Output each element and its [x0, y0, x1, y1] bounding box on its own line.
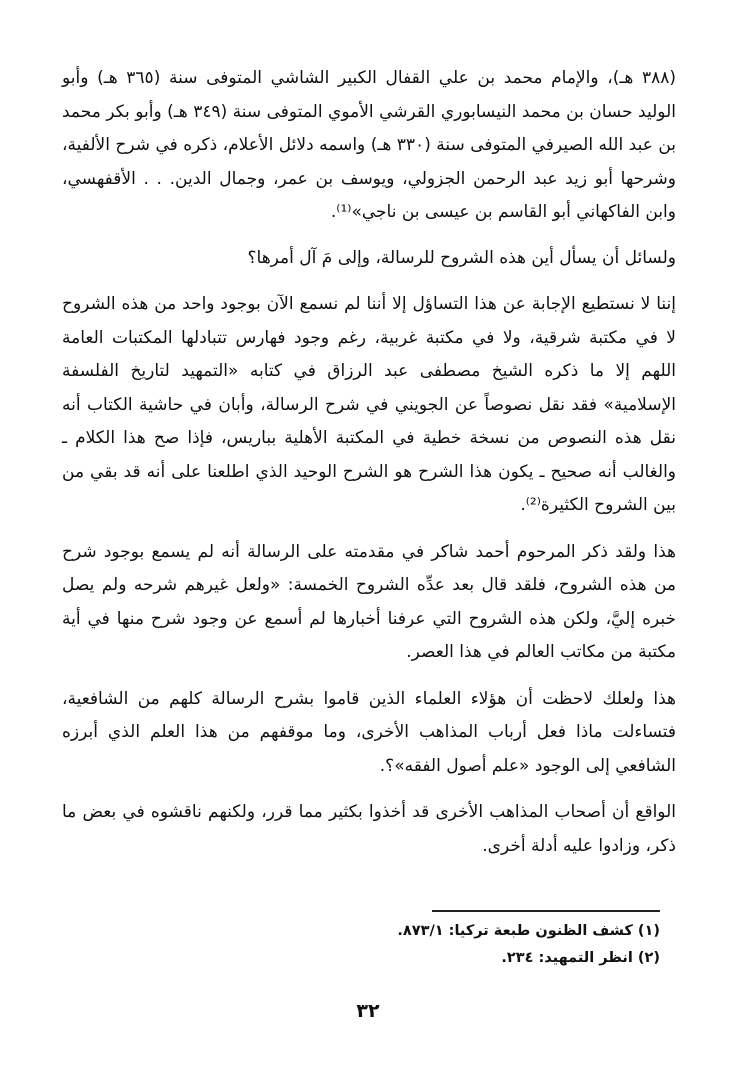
paragraph-2: ولسائل أن يسأل أين هذه الشروح للرسالة، وإلى مَ آل أمرها؟	[247, 247, 676, 268]
page-body	[62, 62, 676, 876]
paragraph-6: الواقع أن أصحاب المذاهب الأخرى قد أخذوا بكثير مما قرر، ولكنهم ناقشوه في بعض ما ذكر، وزادوا عليه أدلة أخرى.	[62, 802, 676, 856]
page-number: ٣٢	[356, 1000, 380, 1022]
footnote-1: (١) كشف الظنون طبعة تركيا: ٨٧٣/١.	[397, 923, 660, 939]
paragraph-3: إننا لا نستطيع الإجابة عن هذا التساؤل إلا أننا لم نسمع الآن بوجود واحد من هذه الشروح لا في مكتبة شرقية، ولا في مكتبة غربية، رغم وجود فهارس تتبادلها المكتبات العامة اللهم إلا ما ذكره الشيخ مصطفى عبد الرزاق في كتابه «التمهيد لتاريخ الفلسفة الإسلامية» فقد نقل نصوصاً عن الجويني في شرح الرسالة، وأبان في حاشية الكتاب أنه نقل هذه النصوص من نسخة خطية في المكتبة الأهلية بباريس، فإذا صح هذا الكلام ـ والغالب أنه صحيح ـ يكون هذا الشرح هو الشرح الوحيد الذي اطلعنا على أنه قد بقي من بين الشروح الكثيرة⁽²⁾.	[62, 294, 676, 515]
footnote-divider	[432, 910, 660, 912]
paragraph-1: (٣٨٨ هـ)، والإمام محمد بن علي القفال الكبير الشاشي المتوفى سنة (٣٦٥ هـ) وأبو الوليد حسان بن محمد النيسابوري القرشي الأموي المتوفى سنة (٣٤٩ هـ) وأبو بكر محمد بن عبد الله الصيرفي المتوفى سنة (٣٣٠ هـ) واسمه دلائل الأعلام، ذكره في شرح الألفية، وشرحها أبو زيد عبد الرحمن الجزولي، ويوسف بن عمر، وجمال الدين. . . الأقفهسي، وابن الفاكهاني أبو القاسم بن عيسى بن ناجي»⁽¹⁾.	[62, 68, 676, 222]
paragraph-5: هذا ولعلك لاحظت أن هؤلاء العلماء الذين قاموا بشرح الرسالة كلهم من الشافعية، فتساءلت ماذا فعل أرباب المذاهب الأخرى، وما موقفهم من هذا العلم الذي أبرزه الشافعي إلى الوجود «علم أصول الفقه»؟.	[62, 688, 676, 776]
footnote-2: (٢) انظر التمهيد: ٢٣٤.	[501, 950, 660, 966]
footnotes	[260, 918, 660, 972]
paragraph-4: هذا ولقد ذكر المرحوم أحمد شاكر في مقدمته على الرسالة أنه لم يسمع بوجود شرح من هذه الشروح، فلقد قال بعد عدِّه الشروح الخمسة: «ولعل غيرهم شرحه ولم يصل خبره إليَّ، ولكن هذه الشروح التي عرفنا أخبارها لم أسمع عن وجود شرح منها في أية مكتبة من مكاتب العالم في هذا العصر.	[62, 541, 676, 662]
